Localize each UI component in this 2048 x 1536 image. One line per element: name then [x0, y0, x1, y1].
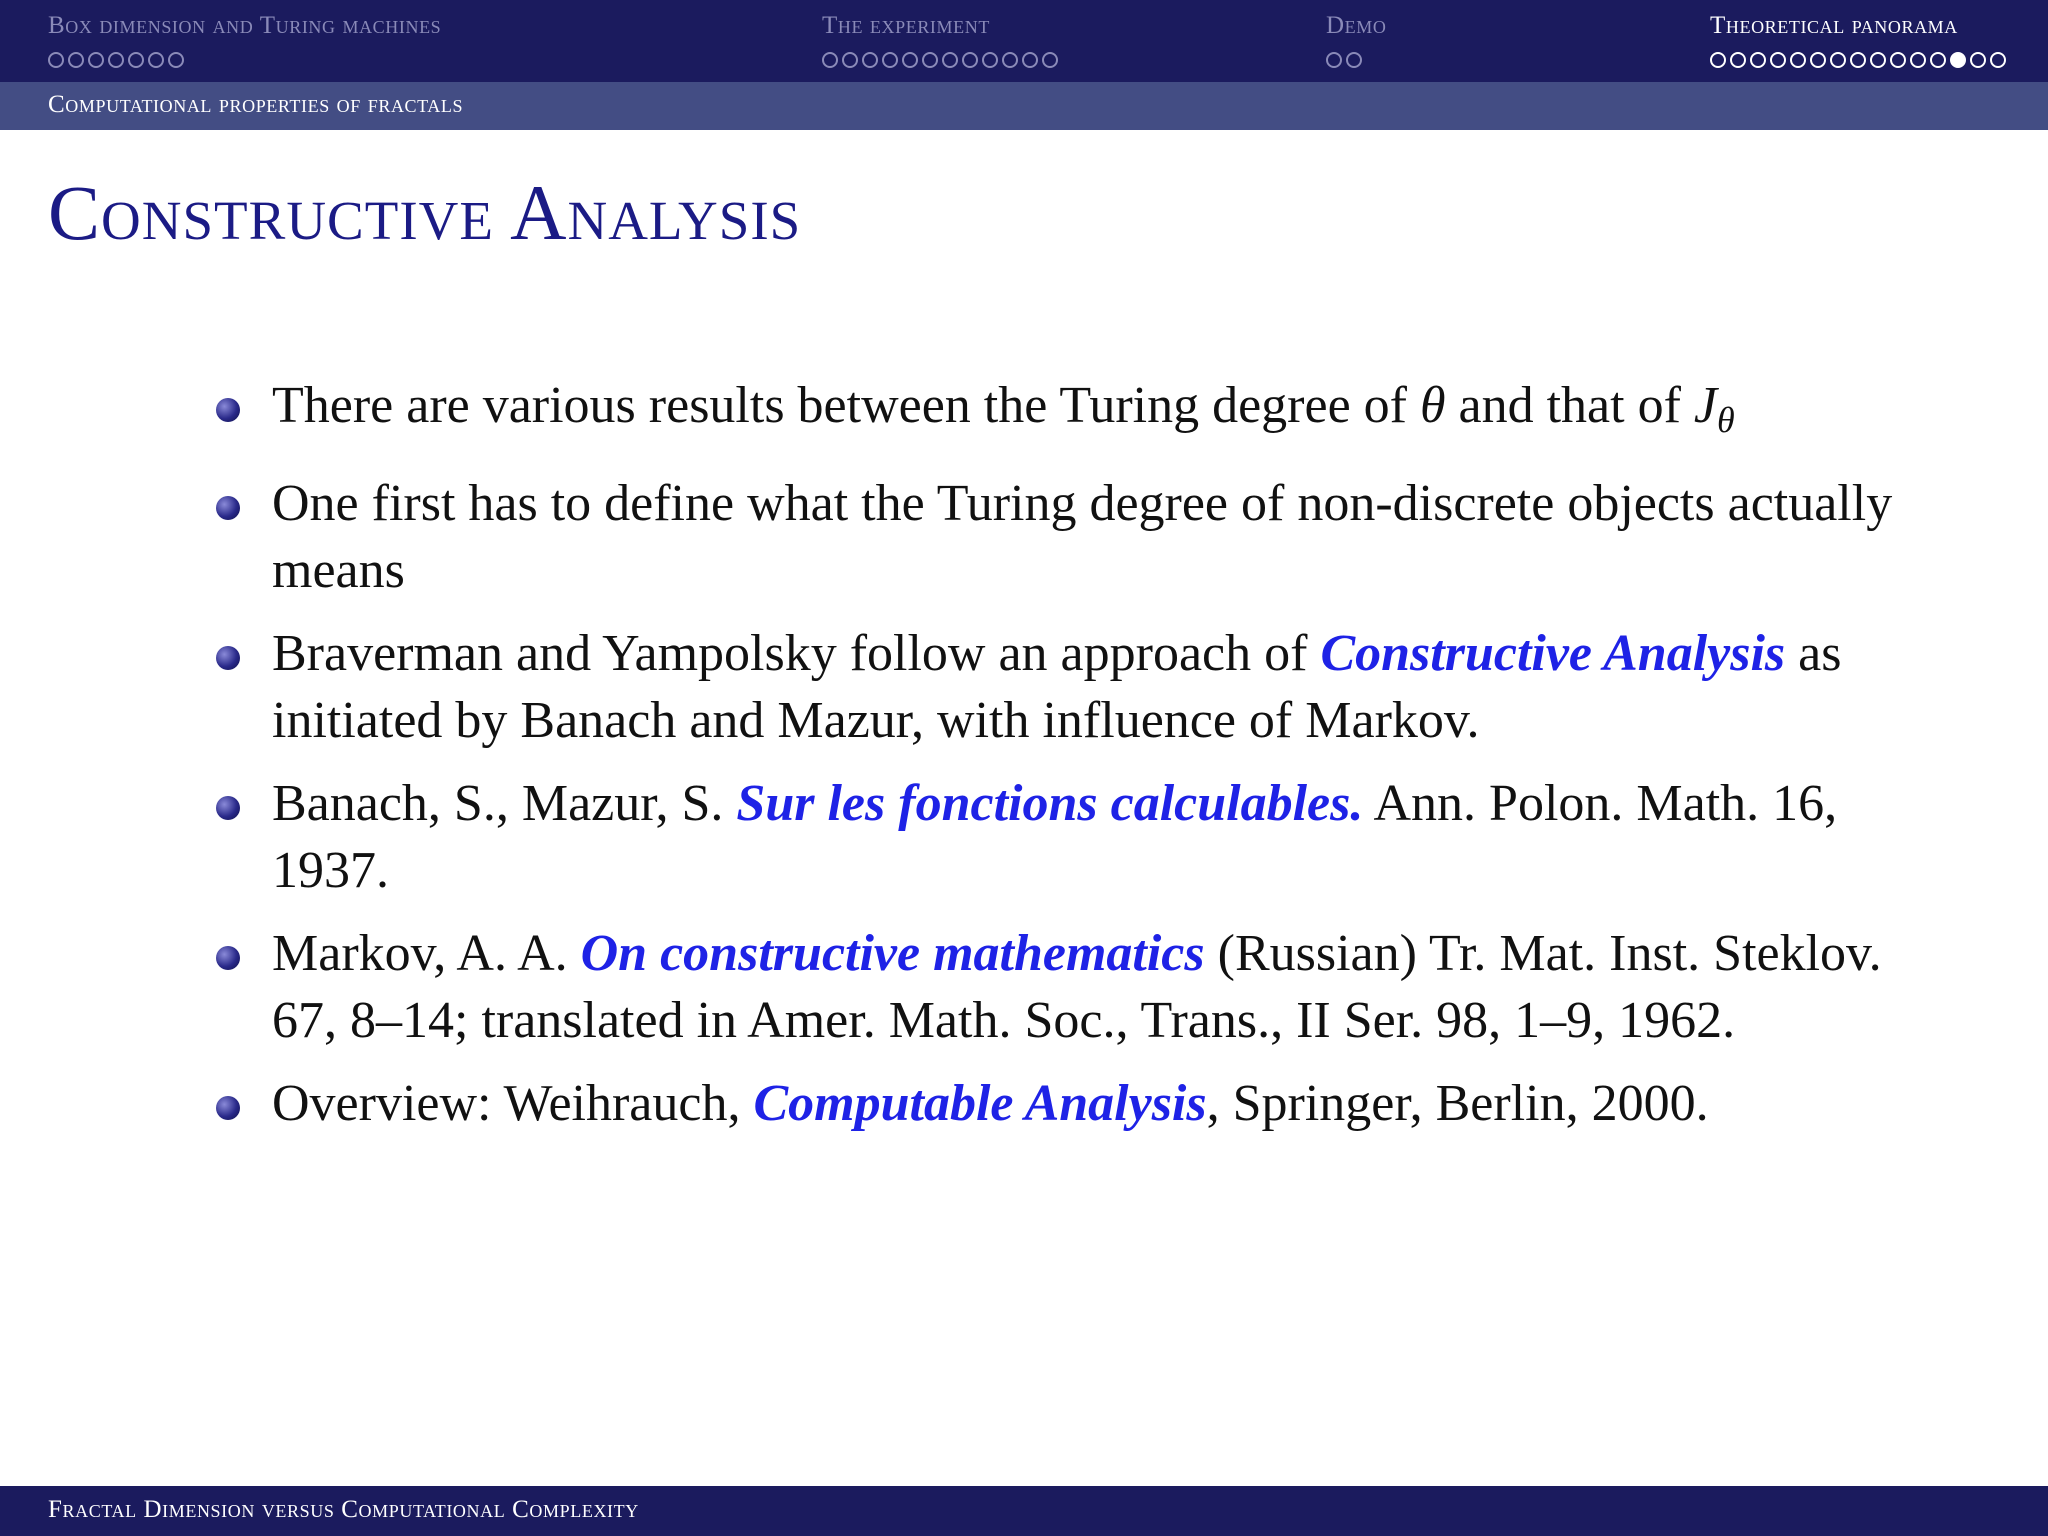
nav-section-dots — [1326, 52, 1362, 68]
slide-dot[interactable] — [1990, 52, 2006, 68]
bullet-text: Braverman and Yampolsky follow an approach of — [272, 625, 1321, 682]
bullet-item — [210, 770, 1910, 904]
bullet-text: and that of — [1445, 377, 1694, 434]
math-subscript: θ — [1716, 400, 1735, 440]
reference-link[interactable]: Constructive Analysis — [1320, 625, 1786, 682]
section-navigation-bar — [0, 0, 2048, 82]
slide-dot[interactable] — [842, 52, 858, 68]
nav-section-title[interactable]: The experiment — [822, 12, 990, 39]
slide-dot[interactable] — [1910, 52, 1926, 68]
slide-dot[interactable] — [822, 52, 838, 68]
slide-dot[interactable] — [962, 52, 978, 68]
bullet-icon — [216, 496, 240, 520]
nav-section-title[interactable]: Demo — [1326, 12, 1387, 39]
nav-section-title[interactable]: Box dimension and Turing machines — [48, 12, 442, 39]
subsection-bar — [0, 82, 2048, 130]
nav-section-title[interactable]: Theoretical panorama — [1710, 12, 1958, 39]
slide-dot[interactable] — [882, 52, 898, 68]
slide-dot[interactable] — [1042, 52, 1058, 68]
slide-dot[interactable] — [68, 52, 84, 68]
slide-dot[interactable] — [982, 52, 998, 68]
slide-dot[interactable] — [1810, 52, 1826, 68]
slide-dot[interactable] — [148, 52, 164, 68]
bullet-text: One first has to define what the Turing degree of non-discrete objects actually means — [272, 475, 1893, 599]
slide-dot[interactable] — [1830, 52, 1846, 68]
bullet-text: Markov, A. A. — [272, 925, 581, 982]
slide-dot[interactable] — [1790, 52, 1806, 68]
bullet-text: (Russian) Tr. Mat. Inst. Steklov. 67, 8–14; translated in Amer. Math. Soc., Trans., II Ser. 98, 1–9, 1962. — [272, 925, 1882, 1049]
slide-dot[interactable] — [1930, 52, 1946, 68]
bullet-item — [210, 620, 1910, 754]
math-symbol: J — [1693, 377, 1717, 434]
bullet-icon — [216, 398, 240, 422]
reference-link[interactable]: On constructive mathematics — [580, 925, 1205, 982]
nav-section-dots — [822, 52, 1058, 68]
bullet-text: as initiated by Banach and Mazur, with influence of Markov. — [272, 625, 1842, 749]
bullet-text: Banach, S., Mazur, S. — [272, 775, 737, 832]
slide-dot[interactable] — [1002, 52, 1018, 68]
bullet-text: There are various results between the Turing degree of — [272, 377, 1420, 434]
slide-dot[interactable] — [48, 52, 64, 68]
slide-dot[interactable] — [862, 52, 878, 68]
bullet-text: , Springer, Berlin, 2000. — [1206, 1075, 1709, 1132]
slide-dot[interactable] — [902, 52, 918, 68]
current-slide-dot[interactable] — [1950, 52, 1966, 68]
slide-dot[interactable] — [1730, 52, 1746, 68]
bullet-item — [210, 470, 1910, 604]
nav-section-dots — [1710, 52, 2006, 68]
subsection-title[interactable]: Computational properties of fractals — [48, 91, 464, 118]
bullet-icon — [216, 946, 240, 970]
bullet-icon — [216, 796, 240, 820]
slide-dot[interactable] — [922, 52, 938, 68]
slide-title: Constructive Analysis — [48, 169, 802, 256]
slide-dot[interactable] — [1710, 52, 1726, 68]
slide-dot[interactable] — [1326, 52, 1342, 68]
nav-section-dots — [48, 52, 184, 68]
bullet-icon — [216, 646, 240, 670]
footer-title: Fractal Dimension versus Computational Complexity — [48, 1496, 639, 1523]
slide-dot[interactable] — [1750, 52, 1766, 68]
bullet-item — [210, 1070, 1910, 1137]
slide-dot[interactable] — [88, 52, 104, 68]
slide-dot[interactable] — [1770, 52, 1786, 68]
slide-dot[interactable] — [1850, 52, 1866, 68]
slide-dot[interactable] — [108, 52, 124, 68]
slide-dot[interactable] — [1346, 52, 1362, 68]
bullet-list — [210, 372, 1910, 1153]
bullet-icon — [216, 1096, 240, 1120]
slide-dot[interactable] — [1022, 52, 1038, 68]
footer-bar — [0, 1486, 2048, 1536]
reference-link[interactable]: Sur les fonctions calculables. — [736, 775, 1364, 832]
slide-dot[interactable] — [168, 52, 184, 68]
bullet-item — [210, 372, 1910, 454]
math-symbol: θ — [1419, 377, 1446, 434]
slide-dot[interactable] — [1870, 52, 1886, 68]
bullet-item — [210, 920, 1910, 1054]
reference-link[interactable]: Computable Analysis — [753, 1075, 1207, 1132]
bullet-text: Overview: Weihrauch, — [272, 1075, 754, 1132]
slide-dot[interactable] — [128, 52, 144, 68]
slide-dot[interactable] — [942, 52, 958, 68]
bullet-text: Ann. Polon. Math. 16, 1937. — [272, 775, 1838, 899]
slide-dot[interactable] — [1890, 52, 1906, 68]
slide-dot[interactable] — [1970, 52, 1986, 68]
